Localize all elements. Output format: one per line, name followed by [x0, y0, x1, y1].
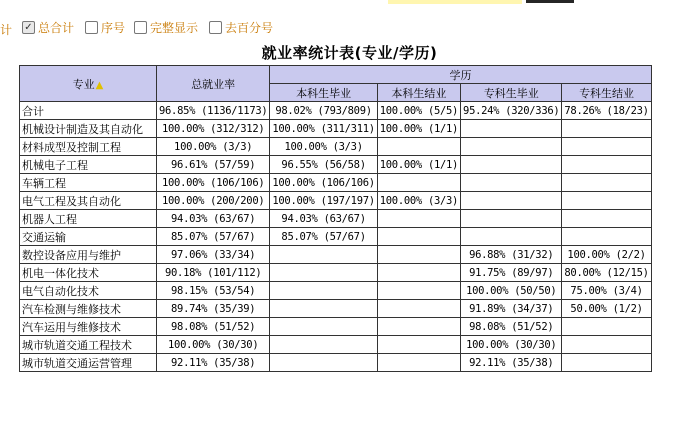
- header-major[interactable]: [20, 66, 157, 102]
- total-cell: 98.15% (53/54): [157, 282, 270, 300]
- undergrad-completion-cell: [377, 246, 460, 264]
- checkbox-remove-percent[interactable]: [209, 21, 222, 34]
- major-cell: 机械设计制造及其自动化: [20, 120, 157, 138]
- major-cell: 城市轨道交通工程技术: [20, 336, 157, 354]
- undergrad-graduate-cell: 96.55% (56/58): [270, 156, 377, 174]
- college-completion-cell: [562, 120, 651, 138]
- total-cell: 89.74% (35/39): [157, 300, 270, 318]
- college-graduate-cell: [461, 210, 562, 228]
- undergrad-completion-cell: [377, 318, 460, 336]
- college-graduate-cell: [461, 192, 562, 210]
- table-row: [20, 300, 652, 318]
- total-cell: 97.06% (33/34): [157, 246, 270, 264]
- total-cell: 92.11% (35/38): [157, 354, 270, 372]
- major-cell: 汽车运用与维修技术: [20, 318, 157, 336]
- page-title: 就业率统计表(专业/学历): [261, 44, 438, 62]
- total-cell: 98.08% (51/52): [157, 318, 270, 336]
- table-row: [20, 282, 652, 300]
- major-cell: 车辆工程: [20, 174, 157, 192]
- table-row: [20, 192, 652, 210]
- college-completion-cell: [562, 156, 651, 174]
- undergrad-graduate-cell: 100.00% (197/197): [270, 192, 377, 210]
- table-body: [20, 102, 652, 372]
- undergrad-completion-cell: [377, 210, 460, 228]
- college-graduate-cell: 98.08% (51/52): [461, 318, 562, 336]
- college-completion-cell: [562, 210, 651, 228]
- option-serial-number-label: 序号: [101, 21, 126, 35]
- college-graduate-cell: 100.00% (50/50): [461, 282, 562, 300]
- total-cell: 100.00% (3/3): [157, 138, 270, 156]
- undergrad-completion-cell: [377, 264, 460, 282]
- undergrad-graduate-cell: [270, 246, 377, 264]
- option-remove-percent-label: 去百分号: [225, 21, 274, 35]
- undergrad-completion-cell: [377, 300, 460, 318]
- table-row: [20, 138, 652, 156]
- undergrad-completion-cell: [377, 336, 460, 354]
- undergrad-graduate-cell: 100.00% (3/3): [270, 138, 377, 156]
- total-cell: 100.00% (106/106): [157, 174, 270, 192]
- table-row: [20, 174, 652, 192]
- undergrad-graduate-cell: [270, 318, 377, 336]
- header-college-completion: 专科生结业: [562, 84, 651, 102]
- major-cell: 电气工程及其自动化: [20, 192, 157, 210]
- major-cell: 材料成型及控制工程: [20, 138, 157, 156]
- checkbox-total-sum[interactable]: ✓: [22, 21, 35, 34]
- college-completion-cell: [562, 336, 651, 354]
- table-row: [20, 318, 652, 336]
- top-truncated-text: [526, 0, 574, 3]
- total-cell: 85.07% (57/67): [157, 228, 270, 246]
- college-graduate-cell: 100.00% (30/30): [461, 336, 562, 354]
- college-completion-cell: [562, 318, 651, 336]
- option-remove-percent[interactable]: [209, 19, 273, 36]
- table-row: [20, 246, 652, 264]
- undergrad-completion-cell: 100.00% (1/1): [377, 156, 460, 174]
- table-row: [20, 336, 652, 354]
- undergrad-graduate-cell: 100.00% (311/311): [270, 120, 377, 138]
- major-cell: 合计: [20, 102, 157, 120]
- college-graduate-cell: 91.89% (34/37): [461, 300, 562, 318]
- undergrad-graduate-cell: 94.03% (63/67): [270, 210, 377, 228]
- undergrad-graduate-cell: [270, 354, 377, 372]
- table-row: [20, 210, 652, 228]
- total-cell: 100.00% (312/312): [157, 120, 270, 138]
- total-cell: 94.03% (63/67): [157, 210, 270, 228]
- employment-rate-table: [19, 65, 652, 372]
- option-total-sum-label: 总合计: [38, 21, 75, 35]
- college-graduate-cell: [461, 174, 562, 192]
- college-completion-cell: 78.26% (18/23): [562, 102, 651, 120]
- college-completion-cell: [562, 138, 651, 156]
- total-cell: 100.00% (30/30): [157, 336, 270, 354]
- header-education: 学历: [270, 66, 651, 84]
- options-bar: [0, 18, 699, 40]
- option-full-display[interactable]: [134, 19, 198, 36]
- options-prefix: 计: [0, 23, 13, 37]
- undergrad-completion-cell: [377, 138, 460, 156]
- checkbox-full-display[interactable]: [134, 21, 147, 34]
- total-cell: 90.18% (101/112): [157, 264, 270, 282]
- sort-ascending-icon[interactable]: ▲: [95, 79, 104, 91]
- header-college-graduate: 专科生毕业: [461, 84, 562, 102]
- major-cell: 数控设备应用与维护: [20, 246, 157, 264]
- college-graduate-cell: 95.24% (320/336): [461, 102, 562, 120]
- college-graduate-cell: [461, 228, 562, 246]
- college-graduate-cell: 91.75% (89/97): [461, 264, 562, 282]
- undergrad-completion-cell: [377, 354, 460, 372]
- college-graduate-cell: [461, 156, 562, 174]
- major-cell: 城市轨道交通运营管理: [20, 354, 157, 372]
- undergrad-completion-cell: 100.00% (5/5): [377, 102, 460, 120]
- major-cell: 交通运输: [20, 228, 157, 246]
- undergrad-graduate-cell: [270, 300, 377, 318]
- checkbox-serial-number[interactable]: [85, 21, 98, 34]
- major-cell: 机械电子工程: [20, 156, 157, 174]
- major-cell: 电气自动化技术: [20, 282, 157, 300]
- undergrad-graduate-cell: [270, 264, 377, 282]
- total-cell: 96.61% (57/59): [157, 156, 270, 174]
- college-completion-cell: 75.00% (3/4): [562, 282, 651, 300]
- undergrad-graduate-cell: 98.02% (793/809): [270, 102, 377, 120]
- table-row: [20, 120, 652, 138]
- table-row: [20, 264, 652, 282]
- college-completion-cell: [562, 228, 651, 246]
- table-row: [20, 156, 652, 174]
- undergrad-graduate-cell: [270, 336, 377, 354]
- option-total-sum[interactable]: [22, 19, 74, 36]
- table-row: [20, 102, 652, 120]
- college-graduate-cell: [461, 138, 562, 156]
- top-highlight-bar: [388, 0, 522, 4]
- undergrad-completion-cell: 100.00% (1/1): [377, 120, 460, 138]
- header-major-label: 专业: [72, 77, 95, 91]
- major-cell: 机电一体化技术: [20, 264, 157, 282]
- total-cell: 96.85% (1136/1173): [157, 102, 270, 120]
- college-graduate-cell: 96.88% (31/32): [461, 246, 562, 264]
- college-graduate-cell: [461, 120, 562, 138]
- table-row: [20, 354, 652, 372]
- header-undergrad-graduate: 本科生毕业: [270, 84, 377, 102]
- header-undergrad-completion: 本科生结业: [377, 84, 460, 102]
- option-full-display-label: 完整显示: [150, 21, 199, 35]
- header-total-rate: 总就业率: [157, 66, 270, 102]
- college-completion-cell: 50.00% (1/2): [562, 300, 651, 318]
- total-cell: 100.00% (200/200): [157, 192, 270, 210]
- major-cell: 汽车检测与维修技术: [20, 300, 157, 318]
- college-graduate-cell: 92.11% (35/38): [461, 354, 562, 372]
- major-cell: 机器人工程: [20, 210, 157, 228]
- college-completion-cell: 100.00% (2/2): [562, 246, 651, 264]
- undergrad-completion-cell: [377, 174, 460, 192]
- undergrad-completion-cell: 100.00% (3/3): [377, 192, 460, 210]
- undergrad-graduate-cell: 85.07% (57/67): [270, 228, 377, 246]
- table-row: [20, 228, 652, 246]
- college-completion-cell: [562, 192, 651, 210]
- undergrad-graduate-cell: 100.00% (106/106): [270, 174, 377, 192]
- college-completion-cell: [562, 354, 651, 372]
- college-completion-cell: 80.00% (12/15): [562, 264, 651, 282]
- undergrad-completion-cell: [377, 282, 460, 300]
- option-serial-number[interactable]: [85, 19, 125, 36]
- undergrad-graduate-cell: [270, 282, 377, 300]
- college-completion-cell: [562, 174, 651, 192]
- undergrad-completion-cell: [377, 228, 460, 246]
